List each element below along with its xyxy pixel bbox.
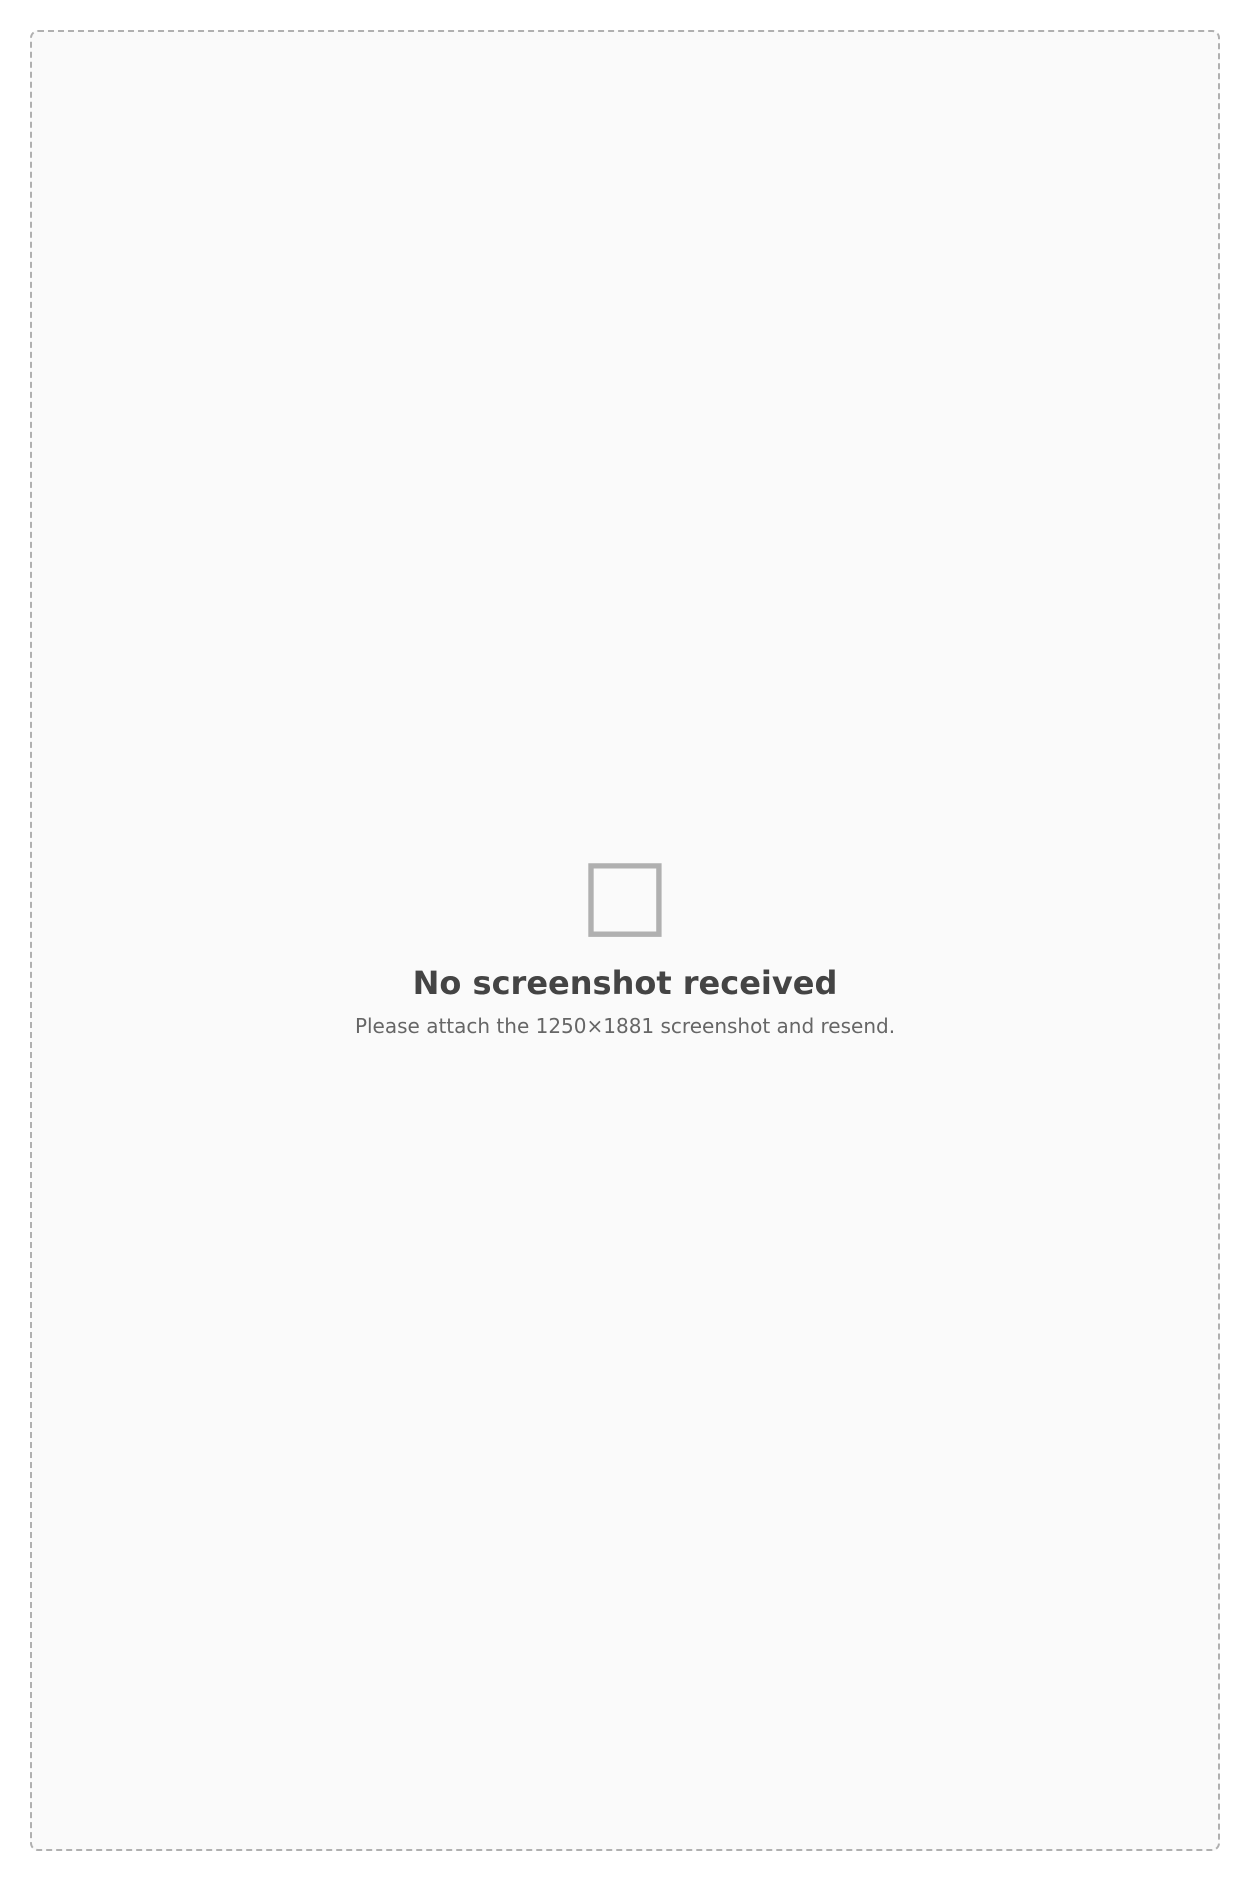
placeholder-frame: [30, 30, 1220, 1851]
placeholder-title: No screenshot received: [412, 963, 838, 1002]
placeholder-message: Please attach the 1250×1881 screenshot and resend.: [354, 1013, 896, 1038]
image-missing-icon: □: [579, 835, 671, 948]
